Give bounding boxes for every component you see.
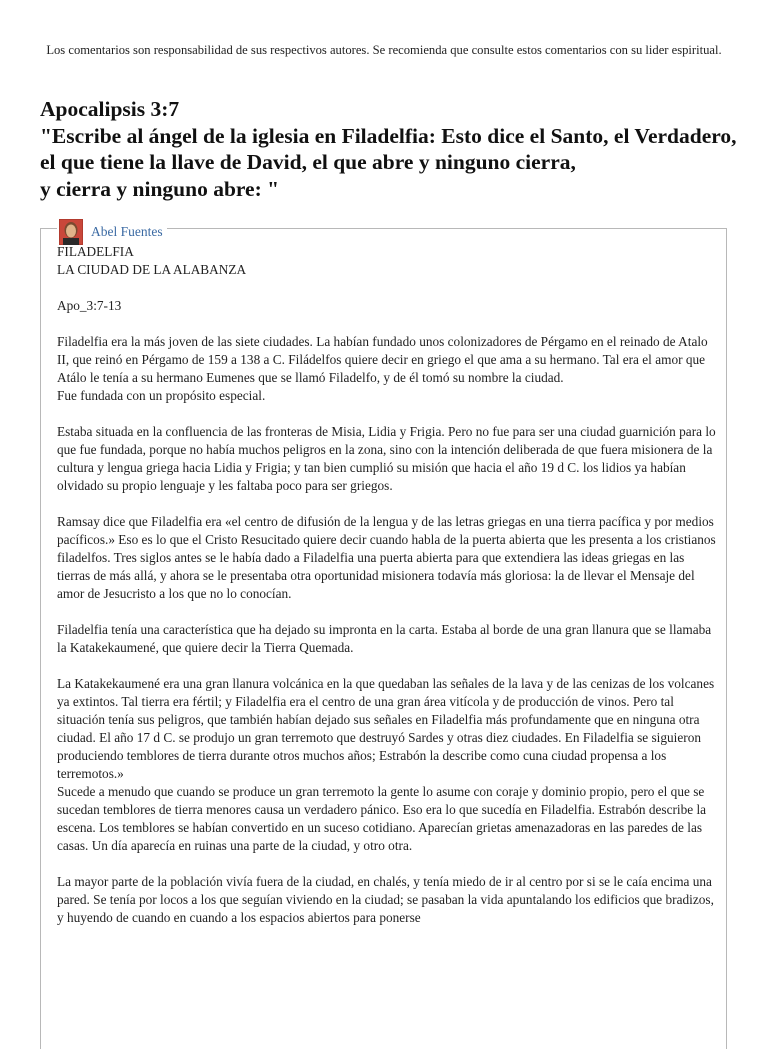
- verse-reference: Apocalipsis 3:7: [40, 97, 180, 121]
- paragraph: Ramsay dice que Filadelfia era «el centro de difusión de la lengua y de las letras griegas en una tierra pacífica y por medios pacíficos.» Eso es lo que el Cristo Resucitado quiere decir cuando habla de la puerta abierta que les presenta a los cristianos filadelfos. Tres siglos antes se le había dado a Filadelfia una puerta abierta para que extendiera las ideas griegas en las tierras de más allá, y ahora se le presentaba otra oportunidad misionera todavía más gloriosa: la de llevar el Mensaje del amor de Jesucristo a los que no lo conocían.: [57, 514, 716, 601]
- author-name-link[interactable]: Abel Fuentes: [91, 224, 163, 239]
- disclaimer-text: Los comentarios son responsabilidad de sus respectivos autores. Se recomienda que consulte estos comentarios con su lider espiritual.: [46, 43, 722, 57]
- paragraph: Filadelfia tenía una característica que ha dejado su impronta en la carta. Estaba al borde de una gran llanura que se llamaba la Katakekaumené, que quiere decir la Tierra Quemada.: [57, 622, 712, 655]
- verse-header: [40, 96, 740, 202]
- verse-text: "Escribe al ángel de la iglesia en Filadelfia: Esto dice el Santo, el Verdadero, el que tiene la llave de David, el que abre y ninguno cierra, y cierra y ninguno abre: ": [40, 123, 737, 201]
- comment-body: [57, 243, 717, 927]
- comment-title: FILADELFIA: [57, 244, 134, 259]
- comment-subtitle: LA CIUDAD DE LA ALABANZA: [57, 262, 247, 277]
- paragraph: Estaba situada en la confluencia de las fronteras de Misia, Lidia y Frigia. Pero no fue para ser una ciudad guarnición para lo que fue fundada, porque no había muchos peligros en la zona, sino con la intención deliberada de que fuera misionera de la cultura y lengua griega hacia Lidia y Frigia; y tan bien cumplió su misión que hacia el año 19 d C. los lidios ya habían olvidado su propio lenguaje y les faltaba poco para ser griegos.: [57, 424, 716, 493]
- paragraph: La mayor parte de la población vivía fuera de la ciudad, en chalés, y tenía miedo de ir al centro por si se le caía encima una pared. Se tenía por locos a los que seguían viviendo en la ciudad; se pasaban la vida apuntalando los edificios que bradizos, y huyendo de cuando en cuando a los espacios abiertos para ponerse: [57, 874, 714, 925]
- comment-reference: Apo_3:7-13: [57, 298, 122, 313]
- comment-box: [40, 224, 727, 1049]
- paragraph: Filadelfia era la más joven de las siete ciudades. La habían fundado unos colonizadores de Pérgamo en el reinado de Atalo II, que reinó en Pérgamo de 159 a 138 a C. Filádelfos quiere decir en griego el que ama a su hermano. Tal era el amor que Atálo le tenía a su hermano Eumenes que se llamó Filadelfo, y de él tomó su nombre la ciudad.: [57, 334, 708, 385]
- paragraph: Sucede a menudo que cuando se produce un gran terremoto la gente lo asume con coraje y dominio propio, pero el que se sucedan temblores de tierra menores causa un verdadero pánico. Eso era lo que sucedía en Filadelfia. Estrabón describe la escena. Los temblores se habían convertido en un suceso cotidiano. Aparecían grietas amenazadoras en las paredes de las casas. Un día aparecía en ruinas una parte de la ciudad, y otro otra.: [57, 784, 707, 853]
- avatar[interactable]: [59, 219, 83, 245]
- paragraph: Fue fundada con un propósito especial.: [57, 388, 266, 403]
- paragraph: La Katakekaumené era una gran llanura volcánica en la que quedaban las señales de la lava y de las cenizas de los volcanes ya extintos. Tal tierra era fértil; y Filadelfia era el centro de una gran área vitícola y de producción de vinos. Pero tal situación tenía sus peligros, que también habían dejado sus señales en Filadelfia más profundamente que en ninguna otra ciudad. El año 17 d C. se produjo un gran terremoto que destruyó Sardes y otras diez ciudades. En Filadelfia se siguieron produciendo temblores de tierra durante otros muchos años; Estrabón la describe como cuna ciudad propensa a los terremotos.»: [57, 676, 715, 781]
- comment-author[interactable]: [57, 219, 167, 245]
